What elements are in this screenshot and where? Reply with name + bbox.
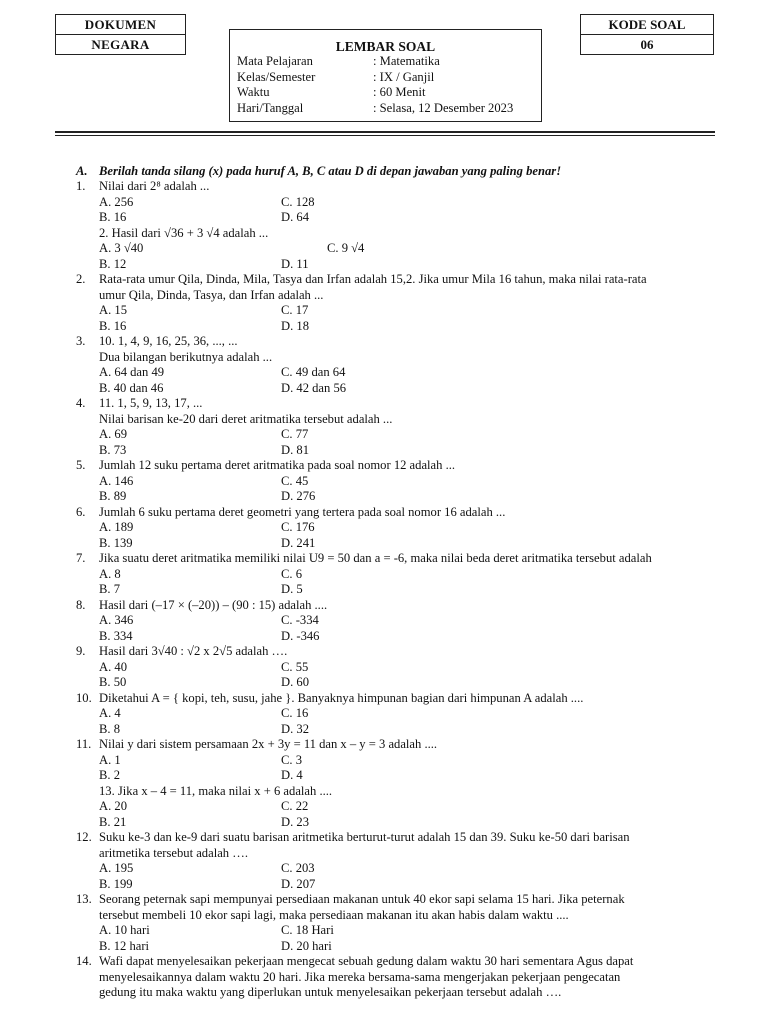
meta-row-subject — [237, 54, 513, 70]
question-text: Hasil dari (–17 × (–20)) – (90 : 15) adalah .... — [99, 597, 328, 612]
meta-key: Hari/Tanggal — [237, 100, 304, 115]
answer-option[interactable]: A. 1 — [99, 752, 121, 767]
question-stem — [76, 691, 716, 707]
answer-option[interactable]: A. 3 √40 — [99, 241, 144, 255]
meta-value: : Selasa, 12 Desember 2023 — [373, 100, 514, 115]
question-text: Jumlah 12 suku pertama deret aritmatika pada soal nomor 12 adalah ... — [99, 458, 456, 472]
answer-option[interactable]: D. 60 — [281, 675, 309, 689]
document-classification-box — [55, 14, 186, 55]
answer-option[interactable]: D. 64 — [281, 210, 309, 224]
header-divider-thick — [55, 131, 715, 133]
header-divider-thin — [55, 135, 715, 136]
answer-options-row — [76, 567, 716, 583]
meta-value: : Matematika — [373, 54, 440, 68]
question-stem — [76, 458, 716, 474]
answer-option[interactable]: D. 20 hari — [281, 938, 332, 953]
answer-options-row — [76, 939, 716, 955]
question-text: umur Qila, Dinda, Tasya, dan Irfan adalah ... — [99, 287, 324, 302]
answer-option[interactable]: A. 64 dan 49 — [99, 365, 165, 379]
question-text-line — [76, 970, 716, 986]
answer-option[interactable]: B. 16 — [99, 318, 127, 333]
answer-option[interactable]: A. 8 — [99, 566, 121, 581]
answer-options-row — [76, 861, 716, 877]
exam-info-box — [229, 29, 542, 122]
question-number: 3. — [76, 334, 86, 348]
answer-option[interactable]: B. 21 — [99, 814, 127, 829]
question-text: Jumlah 6 suku pertama deret geometri yang tertera pada soal nomor 16 adalah ... — [99, 504, 506, 519]
answer-option[interactable]: C. 16 — [281, 706, 309, 720]
question-stem — [76, 505, 716, 521]
answer-option[interactable]: B. 89 — [99, 489, 127, 503]
answer-option[interactable]: C. -334 — [281, 613, 319, 627]
question-text: Nilai dari 2⁸ adalah ... — [99, 179, 210, 193]
answer-option[interactable]: B. 7 — [99, 582, 120, 596]
answer-options-row — [76, 768, 716, 784]
answer-options-row — [76, 923, 716, 939]
answer-options-row — [76, 257, 716, 273]
answer-option[interactable]: C. 18 Hari — [281, 923, 334, 937]
question-text: Hasil dari 3√40 : √2 x 2√5 adalah …. — [99, 644, 288, 658]
question-stem — [76, 644, 716, 660]
answer-option[interactable]: C. 9 √4 — [327, 241, 365, 255]
answer-options-row — [76, 706, 716, 722]
question-text: Diketahui A = { kopi, teh, susu, jahe }. Banyaknya himpunan bagian dari himpunan A adalah .... — [99, 690, 584, 705]
question-number: 11. — [76, 737, 92, 751]
answer-options-row — [76, 303, 716, 319]
question-number: 10. — [76, 690, 92, 705]
answer-option[interactable]: B. 334 — [99, 628, 133, 643]
question-number: 12. — [76, 830, 92, 844]
answer-option[interactable]: D. 276 — [281, 489, 316, 503]
answer-options-row — [76, 753, 716, 769]
answer-option[interactable]: D. 18 — [281, 318, 309, 333]
question-text-line — [76, 288, 716, 304]
answer-option[interactable]: C. 77 — [281, 427, 309, 441]
meta-key: Mata Pelajaran — [237, 54, 313, 68]
question-stem — [76, 334, 716, 350]
answer-option[interactable]: B. 2 — [99, 768, 120, 782]
answer-option[interactable]: B. 12 hari — [99, 938, 150, 953]
answer-option[interactable]: D. 23 — [281, 814, 309, 829]
answer-option[interactable]: B. 73 — [99, 442, 127, 457]
answer-options-row — [76, 474, 716, 490]
answer-option[interactable]: C. 3 — [281, 752, 302, 767]
answer-options-row — [76, 381, 716, 397]
meta-row-class — [237, 70, 513, 86]
answer-option[interactable]: B. 8 — [99, 721, 120, 736]
question-code-box — [580, 14, 714, 55]
classification-line-2: NEGARA — [56, 34, 185, 54]
question-text-line — [76, 908, 716, 924]
answer-option[interactable]: D. -346 — [281, 628, 320, 643]
answer-options-row — [76, 443, 716, 459]
question-text-line — [76, 226, 716, 242]
section-instruction — [76, 164, 561, 179]
answer-option[interactable]: B. 16 — [99, 210, 127, 224]
question-number: 14. — [76, 954, 92, 968]
answer-option[interactable]: A. 146 — [99, 473, 134, 488]
question-stem — [76, 179, 716, 195]
answer-option[interactable]: B. 199 — [99, 876, 133, 891]
answer-option[interactable]: C. 6 — [281, 566, 302, 581]
answer-options-row — [76, 489, 716, 505]
question-text: menyelesaikannya dalam waktu 20 hari. Jika mereka bersama-sama mengerjakan pekerjaan pengecatan — [99, 969, 621, 984]
question-text: Nilai barisan ke-20 dari deret aritmatika tersebut adalah ... — [99, 411, 393, 426]
answer-option[interactable]: B. 50 — [99, 675, 127, 689]
answer-option[interactable]: B. 12 — [99, 256, 127, 271]
answer-options-row — [76, 582, 716, 598]
answer-options-row — [76, 365, 716, 381]
answer-option[interactable]: B. 139 — [99, 535, 133, 550]
question-number: 1. — [76, 179, 86, 193]
answer-option[interactable]: C. 17 — [281, 303, 309, 317]
question-stem — [76, 737, 716, 753]
question-code-value: 06 — [581, 34, 713, 54]
question-text: Wafi dapat menyelesaikan pekerjaan mengecat sebuah gedung dalam waktu 30 hari sementara Agus dapat — [99, 954, 634, 968]
answer-option[interactable]: B. 40 dan 46 — [99, 380, 164, 395]
question-stem — [76, 954, 716, 970]
answer-options-row — [76, 799, 716, 815]
question-text: Rata-rata umur Qila, Dinda, Mila, Tasya dan Irfan adalah 15,2. Jika umur Mila 16 tahun, maka nilai rata-rata — [99, 272, 647, 286]
question-stem — [76, 396, 716, 412]
answer-option[interactable]: C. 176 — [281, 520, 315, 534]
question-text-line — [76, 846, 716, 862]
answer-options-row — [76, 520, 716, 536]
meta-value: : 60 Menit — [373, 85, 426, 99]
instruction-text: Berilah tanda silang (x) pada huruf A, B, C atau D di depan jawaban yang paling benar! — [99, 164, 562, 178]
sheet-title: LEMBAR SOAL — [335, 39, 436, 54]
question-code-label: KODE SOAL — [608, 17, 686, 32]
answer-options-row — [76, 210, 716, 226]
question-text-line — [76, 985, 716, 1001]
answer-option[interactable]: A. 69 — [99, 427, 127, 441]
answer-options-row — [76, 675, 716, 691]
answer-option[interactable]: C. 55 — [281, 659, 309, 674]
question-stem — [76, 830, 716, 846]
answer-options-row — [76, 815, 716, 831]
meta-row-date — [237, 101, 513, 117]
answer-option[interactable]: A. 10 hari — [99, 923, 150, 937]
answer-options-row — [76, 877, 716, 893]
answer-option[interactable]: D. 81 — [281, 442, 309, 457]
answer-option[interactable]: D. 207 — [281, 876, 316, 891]
question-number: 7. — [76, 551, 86, 565]
question-list — [76, 179, 716, 1001]
question-text: Jika suatu deret aritmatika memiliki nilai U9 = 50 dan a = -6, maka nilai beda deret aritmatika tersebut adalah — [99, 551, 652, 565]
question-text: 13. Jika x – 4 = 11, maka nilai x + 6 adalah .... — [99, 783, 333, 798]
answer-option[interactable]: D. 5 — [281, 582, 303, 596]
question-text-line — [76, 412, 716, 428]
meta-row-time — [237, 85, 513, 101]
answer-option[interactable]: C. 22 — [281, 799, 309, 813]
answer-option[interactable]: D. 11 — [281, 256, 309, 271]
answer-option[interactable]: C. 49 dan 64 — [281, 365, 346, 379]
answer-options-row — [76, 629, 716, 645]
answer-option[interactable]: A. 256 — [99, 194, 134, 209]
question-stem — [76, 272, 716, 288]
answer-options-row — [76, 660, 716, 676]
question-text: Seorang peternak sapi mempunyai persediaan makanan untuk 40 ekor sapi selama 15 hari. Jika peternak — [99, 892, 625, 906]
answer-options-row — [76, 427, 716, 443]
answer-option[interactable]: C. 128 — [281, 194, 315, 209]
answer-option[interactable]: A. 15 — [99, 303, 127, 317]
question-number: 8. — [76, 597, 86, 612]
question-text: Nilai y dari sistem persamaan 2x + 3y = 11 dan x – y = 3 adalah .... — [99, 737, 438, 751]
answer-option[interactable]: A. 195 — [99, 861, 134, 875]
question-text: tersebut membeli 10 ekor sapi lagi, maka persediaan makanan itu akan habis dalam waktu .... — [99, 907, 569, 922]
answer-option[interactable]: D. 32 — [281, 721, 309, 736]
question-text: aritmetika tersebut adalah …. — [99, 845, 248, 860]
question-text: Suku ke-3 dan ke-9 dari suatu barisan aritmetika berturut-turut adalah 15 dan 39. Suku ke-50 dari barisan — [99, 830, 630, 844]
answer-option[interactable]: A. 346 — [99, 613, 134, 627]
answer-option[interactable]: C. 45 — [281, 473, 309, 488]
question-stem — [76, 892, 716, 908]
question-number: 5. — [76, 458, 86, 472]
answer-options-row — [76, 241, 716, 257]
question-text-line — [76, 350, 716, 366]
question-text: 2. Hasil dari √36 + 3 √4 adalah ... — [99, 225, 269, 240]
answer-options-row — [76, 319, 716, 335]
answer-options-row — [76, 195, 716, 211]
answer-options-row — [76, 536, 716, 552]
question-number: 9. — [76, 644, 86, 658]
question-number: 6. — [76, 504, 86, 519]
answer-option[interactable]: A. 40 — [99, 659, 127, 674]
answer-option[interactable]: A. 4 — [99, 706, 121, 720]
answer-options-row — [76, 722, 716, 738]
question-text: Dua bilangan berikutnya adalah ... — [99, 349, 273, 364]
answer-options-row — [76, 613, 716, 629]
meta-value: : IX / Ganjil — [373, 69, 435, 84]
question-number: 2. — [76, 272, 86, 286]
classification-line-1: DOKUMEN — [84, 17, 157, 32]
question-text: 10. 1, 4, 9, 16, 25, 36, ..., ... — [99, 334, 238, 348]
exam-meta — [237, 54, 513, 116]
section-label: A. — [76, 164, 88, 178]
answer-option[interactable]: C. 203 — [281, 861, 315, 875]
question-number: 13. — [76, 892, 92, 906]
question-text: gedung itu maka waktu yang diperlukan untuk menyelesaikan pekerjaan tersebut adalah …. — [99, 985, 562, 999]
answer-option[interactable]: D. 42 dan 56 — [281, 380, 347, 395]
question-stem — [76, 598, 716, 614]
question-text: 11. 1, 5, 9, 13, 17, ... — [99, 396, 203, 410]
question-text-line — [76, 784, 716, 800]
meta-key: Kelas/Semester — [237, 69, 316, 84]
answer-option[interactable]: D. 241 — [281, 535, 316, 550]
answer-option[interactable]: A. 189 — [99, 520, 134, 534]
meta-key: Waktu — [237, 85, 270, 99]
answer-option[interactable]: D. 4 — [281, 768, 303, 782]
answer-option[interactable]: A. 20 — [99, 799, 127, 813]
question-stem — [76, 551, 716, 567]
question-number: 4. — [76, 396, 86, 410]
